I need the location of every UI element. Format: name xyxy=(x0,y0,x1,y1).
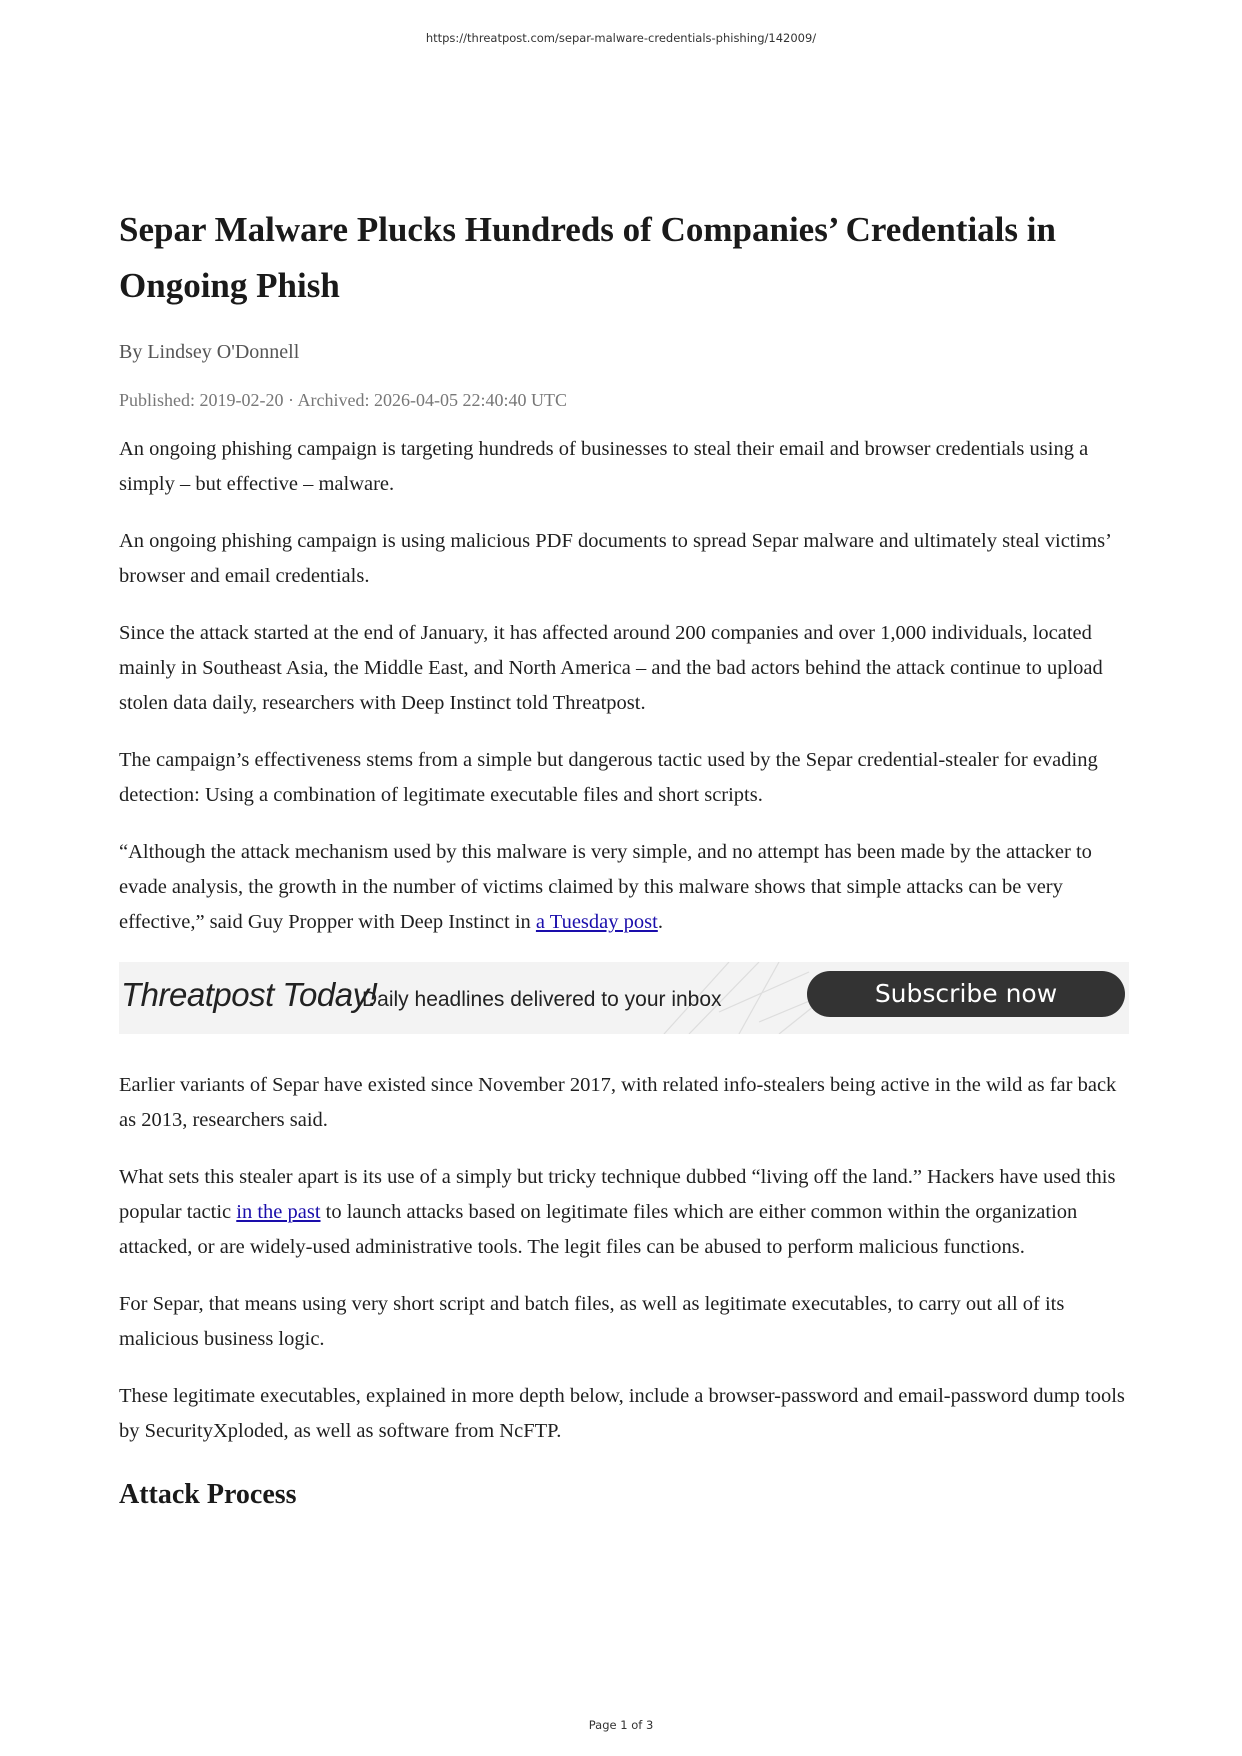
newsletter-banner[interactable] xyxy=(119,962,1129,1034)
page-footer: Page 1 of 3 xyxy=(588,1718,654,1732)
article-paragraph: For Separ, that means using very short script and batch files, as well as legitimate executables, to carry out all of its malicious business logic. xyxy=(119,1293,1065,1350)
subscribe-button[interactable]: Subscribe now xyxy=(807,971,1125,1017)
banner-subtitle: Daily headlines delivered to your inbox xyxy=(362,988,722,1011)
article-title: Separ Malware Plucks Hundreds of Companies’ Credentials in Ongoing Phish xyxy=(119,210,1056,305)
lotl-text-end: to launch attacks based on legitimate files which are either common within the organization attacked, or are widely-used administrative tools. The legit files can be abused to perform malicious functions. xyxy=(119,1201,1078,1258)
article-paragraph: An ongoing phishing campaign is using malicious PDF documents to spread Separ malware and ultimately steal victims’ browser and email credentials. xyxy=(119,530,1111,587)
article-meta: Published: 2019-02-20 · Archived: 2026-04-05 22:40:40 UTC xyxy=(119,390,567,410)
article-paragraph: The campaign’s effectiveness stems from a simple but dangerous tactic used by the Separ credential-stealer for evading detection: Using a combination of legitimate executable files and short scripts. xyxy=(119,749,1098,806)
article-paragraph: These legitimate executables, explained in more depth below, include a browser-password and email-password dump tools by SecurityXploded, as well as software from NcFTP. xyxy=(119,1385,1125,1442)
article-byline: By Lindsey O'Donnell xyxy=(119,341,300,363)
article-paragraph: Since the attack started at the end of January, it has affected around 200 companies and over 1,000 individuals, located mainly in Southeast Asia, the Middle East, and North America – and the bad actors behind the attack continue to upload stolen data daily, researchers with Deep Instinct told Threatpost. xyxy=(119,622,1103,714)
article-paragraph: An ongoing phishing campaign is targeting hundreds of businesses to steal their email and browser credentials using a simply – but effective – malware. xyxy=(119,438,1089,495)
article xyxy=(119,202,1129,1515)
article-paragraph-quote xyxy=(119,835,1129,940)
tuesday-post-link[interactable]: a Tuesday post xyxy=(535,911,658,933)
page-url-header: https://threatpost.com/separ-malware-credentials-phishing/142009/ xyxy=(425,31,817,45)
article-paragraph-lotl xyxy=(119,1160,1129,1265)
banner-title: Threatpost Today! xyxy=(121,976,378,1013)
lotl-text: What sets this stealer apart is its use of a simply but tricky technique dubbed “living off the land.” Hackers have used this popular tactic xyxy=(119,1166,1116,1223)
quote-text-end: . xyxy=(657,911,663,933)
in-the-past-link[interactable]: in the past xyxy=(236,1201,321,1223)
quote-text: “Although the attack mechanism used by this malware is very simple, and no attempt has been made by the attacker to evade analysis, the growth in the number of victims claimed by this malware shows that simple attacks can be very effective,” said Guy Propper with Deep Instinct in xyxy=(119,841,1092,933)
section-heading-attack-process: Attack Process xyxy=(119,1479,297,1510)
article-paragraph: Earlier variants of Separ have existed since November 2017, with related info-stealers being active in the wild as far back as 2013, researchers said. xyxy=(119,1074,1117,1131)
